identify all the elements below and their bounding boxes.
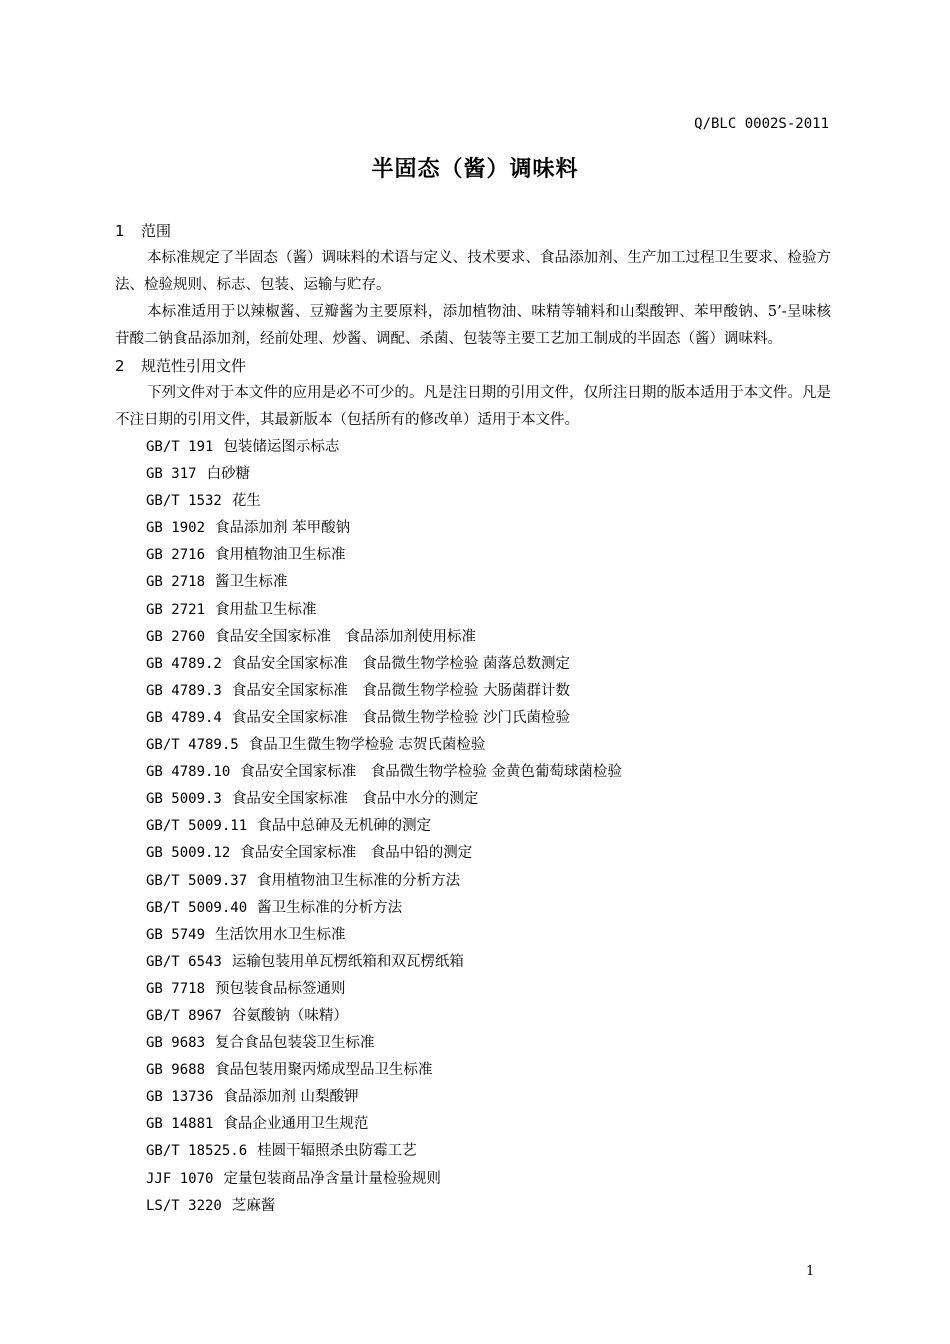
reference-title: 花生 — [231, 493, 261, 510]
reference-title: 食用植物油卫生标准的分析方法 — [257, 872, 461, 889]
reference-item — [115, 1111, 831, 1138]
reference-code: GB/T 191 — [146, 439, 214, 455]
reference-item — [115, 705, 831, 732]
section-heading-scope — [115, 218, 831, 245]
reference-title: 食品中总砷及无机砷的测定 — [257, 818, 432, 835]
reference-title: 定量包装商品净含量计量检验规则 — [223, 1170, 441, 1187]
reference-code: GB 7718 — [146, 980, 206, 997]
reference-list — [115, 434, 831, 1220]
reference-item — [115, 651, 831, 678]
reference-title: 芝麻酱 — [231, 1197, 276, 1214]
reference-code: GB/T 4789.5 — [146, 737, 239, 754]
page-number: 1 — [806, 1264, 815, 1279]
reference-code: GB 9683 — [146, 1035, 206, 1052]
scope-paragraph: 本标准适用于以辣椒酱、豆瓣酱为主要原料，添加植物油、味精等辅料和山梨酸钾、苯甲酸钠、5’-呈味核苷酸二钠食品添加剂，经前处理、炒酱、调配、杀菌、包装等主要工艺加工制成的半固态（酱）调味料。 — [115, 304, 831, 347]
reference-item — [115, 786, 831, 813]
reference-item — [115, 1003, 831, 1030]
reference-code: GB/T 5009.37 — [146, 872, 248, 889]
reference-code: GB/T 8967 — [146, 1007, 222, 1024]
reference-title: 复合食品包装袋卫生标准 — [215, 1035, 375, 1052]
reference-title: 食品安全国家标准 食品微生物学检验 菌落总数测定 — [231, 655, 570, 672]
reference-code: GB 317 — [146, 466, 197, 483]
reference-title: 食品安全国家标准 食品微生物学检验 金黄色葡萄球菌检验 — [240, 764, 622, 781]
reference-title: 食品安全国家标准 食品微生物学检验 沙门氏菌检验 — [231, 709, 570, 726]
reference-item — [115, 597, 831, 624]
reference-item — [115, 1193, 831, 1220]
reference-item — [115, 868, 831, 895]
reference-item — [115, 542, 831, 569]
section-title: 范围 — [141, 222, 172, 240]
reference-item — [115, 976, 831, 1003]
reference-title: 食品安全国家标准 食品添加剂使用标准 — [215, 628, 477, 645]
reference-item — [115, 895, 831, 922]
reference-item — [115, 488, 831, 515]
reference-code: GB/T 1532 — [146, 493, 222, 510]
reference-item — [115, 624, 831, 651]
reference-code: GB 4789.2 — [146, 655, 222, 672]
reference-title: 预包装食品标签通则 — [215, 980, 346, 997]
reference-item — [115, 732, 831, 759]
reference-item — [115, 515, 831, 542]
reference-code: GB 2721 — [146, 601, 206, 618]
reference-code: GB 2716 — [146, 547, 206, 564]
standard-code: Q/BLC 0002S-2011 — [694, 116, 829, 132]
reference-title: 食用植物油卫生标准 — [215, 547, 346, 564]
reference-item — [115, 1166, 831, 1193]
reference-code: GB 4789.10 — [146, 764, 231, 781]
reference-item — [115, 922, 831, 949]
reference-title: 运输包装用单瓦楞纸箱和双瓦楞纸箱 — [231, 953, 464, 970]
reference-item — [115, 1138, 831, 1165]
reference-title: 包装储运图示标志 — [223, 439, 340, 455]
reference-code: LS/T 3220 — [146, 1197, 222, 1214]
section-heading-normative-references — [115, 353, 831, 380]
reference-code: GB 9688 — [146, 1062, 206, 1079]
reference-item — [115, 759, 831, 786]
reference-title: 食品企业通用卫生规范 — [223, 1116, 369, 1133]
reference-item — [115, 813, 831, 840]
reference-title: 谷氨酸钠（味精） — [231, 1007, 348, 1024]
reference-code: GB 4789.4 — [146, 709, 222, 726]
reference-title: 食品添加剂 山梨酸钾 — [223, 1089, 359, 1106]
reference-item — [115, 1057, 831, 1084]
reference-item — [115, 678, 831, 705]
reference-item — [115, 461, 831, 488]
reference-item — [115, 1084, 831, 1111]
scope-paragraph: 本标准规定了半固态（酱）调味料的术语与定义、技术要求、食品添加剂、生产加工过程卫生要求、检验方法、检验规则、标志、包装、运输与贮存。 — [115, 250, 831, 293]
reference-code: GB 13736 — [146, 1089, 214, 1106]
reference-code: JJF 1070 — [146, 1170, 214, 1187]
document-body — [115, 218, 831, 1220]
document-title: 半固态（酱）调味料 — [371, 157, 579, 182]
reference-title: 生活饮用水卫生标准 — [215, 926, 346, 943]
reference-title: 食品安全国家标准 食品中铅的测定 — [240, 845, 473, 862]
section-title: 规范性引用文件 — [141, 357, 247, 375]
reference-code: GB 4789.3 — [146, 682, 222, 699]
reference-item — [115, 569, 831, 596]
reference-title: 桂圆干辐照杀虫防霉工艺 — [257, 1143, 417, 1160]
reference-code: GB/T 18525.6 — [146, 1143, 248, 1160]
reference-code: GB/T 5009.11 — [146, 818, 248, 835]
reference-code: GB/T 6543 — [146, 953, 222, 970]
reference-code: GB 2718 — [146, 574, 206, 591]
reference-item — [115, 840, 831, 867]
reference-code: GB 2760 — [146, 628, 206, 645]
reference-code: GB 14881 — [146, 1116, 214, 1133]
section-number: 2 — [115, 357, 125, 375]
reference-title: 白砂糖 — [206, 466, 251, 483]
references-intro-paragraph: 下列文件对于本文件的应用是必不可少的。凡是注日期的引用文件，仅所注日期的版本适用于本文件。凡是不注日期的引用文件，其最新版本（包括所有的修改单）适用于本文件。 — [115, 385, 831, 428]
reference-title: 食品添加剂 苯甲酸钠 — [215, 520, 351, 537]
reference-item — [115, 949, 831, 976]
reference-item — [115, 1030, 831, 1057]
section-number: 1 — [115, 222, 125, 240]
reference-code: GB 5009.3 — [146, 791, 222, 808]
reference-title: 酱卫生标准 — [215, 574, 288, 591]
reference-item — [115, 434, 831, 461]
reference-title: 食品卫生微生物学检验 志贺氏菌检验 — [248, 737, 486, 754]
reference-title: 食用盐卫生标准 — [215, 601, 317, 618]
reference-code: GB 1902 — [146, 520, 206, 537]
reference-title: 食品包装用聚丙烯成型品卫生标准 — [215, 1062, 433, 1079]
reference-title: 食品安全国家标准 食品中水分的测定 — [231, 791, 479, 808]
reference-title: 酱卫生标准的分析方法 — [257, 899, 403, 916]
reference-code: GB 5749 — [146, 926, 206, 943]
reference-title: 食品安全国家标准 食品微生物学检验 大肠菌群计数 — [231, 682, 570, 699]
reference-code: GB/T 5009.40 — [146, 899, 248, 916]
reference-code: GB 5009.12 — [146, 845, 231, 862]
